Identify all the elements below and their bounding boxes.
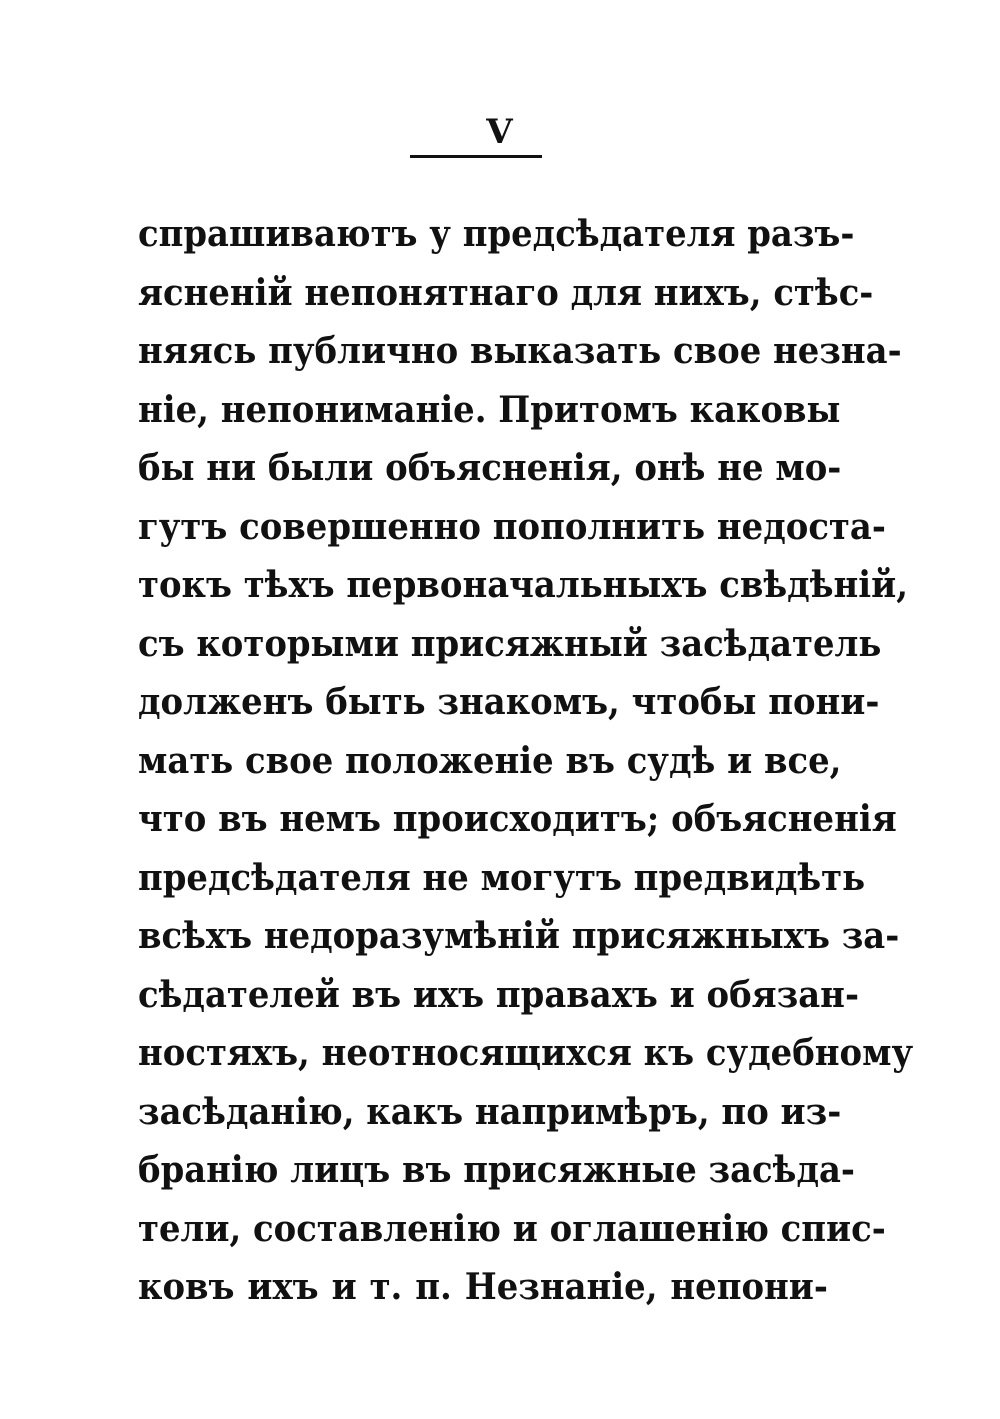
- text-line: бранію лицъ въ присяжные засѣда-: [138, 1149, 855, 1191]
- text-line: тели, составленію и оглашенію спис-: [138, 1207, 886, 1250]
- text-line: ясненій непонятнаго для нихъ, стѣс-: [138, 271, 874, 314]
- text-line: токъ тѣхъ первоначальныхъ свѣдѣній,: [138, 564, 909, 606]
- text-line: долженъ быть знакомъ, чтобы пони-: [138, 681, 880, 723]
- text-line: предсѣдателя не могутъ предвидѣть: [138, 856, 866, 899]
- page-number: V: [486, 112, 514, 152]
- body-text: [138, 205, 914, 1317]
- text-line: сѣдателей въ ихъ правахъ и обязан-: [138, 973, 859, 1016]
- text-line: ніе, непониманіе. Притомъ каковы: [138, 388, 841, 431]
- text-line: няясь публично выказать свое незна-: [138, 330, 902, 372]
- text-line: гутъ совершенно пополнить недоста-: [138, 505, 886, 548]
- text-line: мать свое положеніе въ судѣ и все,: [138, 739, 842, 782]
- text-line: всѣхъ недоразумѣній присяжныхъ за-: [138, 915, 900, 957]
- text-line: ностяхъ, неотносящихся къ судебному: [138, 1032, 914, 1074]
- text-line: съ которыми присяжный засѣдатель: [138, 622, 882, 665]
- text-line: засѣданію, какъ напримѣръ, по из-: [138, 1090, 842, 1133]
- header-rule: [410, 155, 542, 158]
- text-line: ковъ ихъ и т. п. Незнаніе, непони-: [138, 1266, 828, 1308]
- text-line: что въ немъ происходитъ; объясненія: [138, 798, 897, 840]
- text-line: спрашиваютъ у предсѣдателя разъ-: [138, 213, 855, 255]
- text-line: бы ни были объясненія, онѣ не мо-: [138, 447, 842, 489]
